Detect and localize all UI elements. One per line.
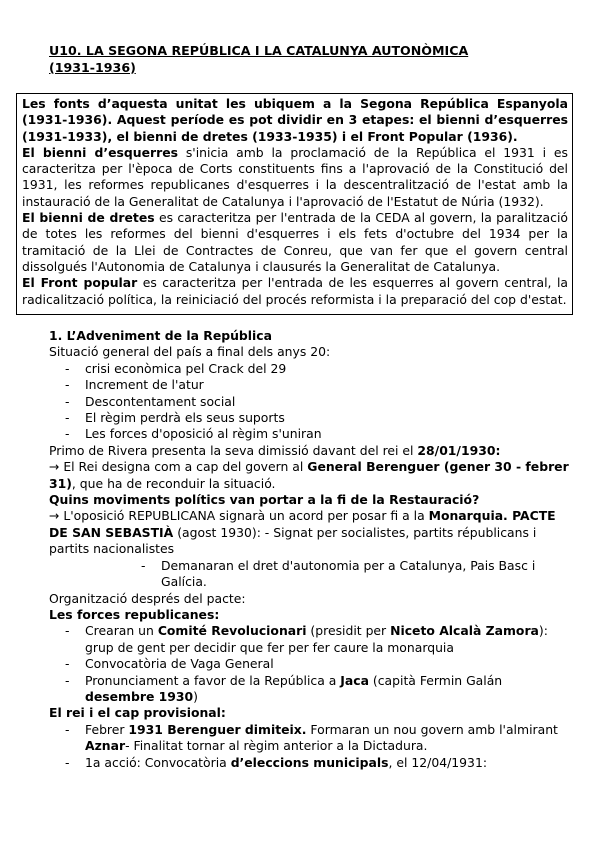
pact-name: PACTE DE SAN SEBASTIÀ — [49, 508, 556, 540]
rep-item1-mid: (presidit per — [306, 623, 391, 639]
popular-front-term: El Front popular — [22, 275, 138, 291]
king-item1-bold: 1931 Berenguer dimiteix. — [128, 721, 307, 737]
king-item1-mid: Formaran un nou govern amb l'almirant — [306, 721, 558, 737]
rep-item3-mid: (capità Fermin Galán — [368, 672, 503, 688]
list-item: - Descontentament social — [49, 394, 569, 410]
unit-title-line1: U10. LA SEGONA REPÚBLICA I LA CATALUNYA AUTONÒMICA — [49, 43, 469, 58]
popular-front-text: es caracteritza per l'entrada de les esquerres al govern central, la radicalització política, la reiniciació del procés reformista i la preparació del cop d'estat. — [22, 275, 568, 307]
primo-date: 28/01/1930: — [417, 442, 501, 458]
unit-title-line2: (1931-1936) — [49, 60, 136, 75]
list-item: - Convocatòria de Vaga General — [49, 656, 569, 672]
rep-item3-post: ) — [193, 688, 198, 704]
king-item2-bold: d’eleccions municipals — [230, 754, 389, 770]
right-biennium-term: El bienni de dretes — [22, 210, 155, 226]
king-item2-post: , el 12/04/1931: — [388, 754, 488, 770]
rep-item3-bold2: desembre 1930 — [85, 688, 194, 704]
berenguer-paragraph — [49, 459, 569, 492]
situation-text: Situació general del país a final dels anys 20: — [49, 344, 331, 360]
berenguer-bold: General Berenguer (gener 30 - febrer 31) — [49, 459, 569, 491]
list-item: - Increment de l'atur — [49, 377, 569, 393]
rep-item1-bold: Comité Revolucionari — [157, 623, 307, 639]
king-item1-bold2: Aznar — [85, 738, 126, 754]
left-biennium-paragraph — [22, 145, 568, 210]
rep-item1-bold2: Niceto Alcalà Zamora — [390, 623, 539, 639]
right-biennium-text: es caracteritza per l'entrada de la CEDA al govern, la paralització de totes les reformes del bienni d'esquerres i els fets d'octubre del 1934 per la tramitació de la Llei de Contractes de Conreu, que van fer que el govern central dissolgués l'Autonomia de Catalunya i clausurés la Generalitat de Catalunya. — [22, 210, 568, 274]
king-item1-post: - Finalitat tornar al règim anterior a la Dictadura. — [125, 738, 428, 754]
primo-paragraph — [49, 443, 569, 459]
pact-monarquia: Monarquia. — [428, 508, 508, 524]
king-heading: El rei i el cap provisional: — [49, 705, 226, 721]
popular-front-paragraph — [22, 275, 568, 308]
question-heading: Quins moviments polítics van portar a la fi de la Restauració? — [49, 492, 480, 508]
list-item: - El règim perdrà els seus suports — [49, 410, 569, 426]
republican-heading: Les forces republicanes: — [49, 606, 220, 622]
pact-pre: → L'oposició REPUBLICANA signarà un acord per posar fi a la — [49, 508, 429, 524]
section-1 — [49, 328, 569, 771]
intro-paragraph: Les fonts d’aquesta unitat les ubiquem a la Segona República Espanyola (1931-1936). Aquest període es pot dividir en 3 etapes: el bienni d’esquerres (1931-1933), el bienni de dretes (1933-1935) i el Front Popular (1936). — [22, 96, 568, 144]
rep-item1-pre: Crearan un — [85, 623, 158, 639]
left-biennium-term: El bienni d’esquerres — [22, 144, 178, 160]
rep-item1-post: ): grup de gent per decidir que fer per fer caure la monarquia — [85, 623, 548, 655]
list-item — [49, 623, 569, 656]
pact-post: (agost 1930): - Signat per socialistes, partits républicans i partits nacionalistes — [49, 524, 537, 557]
organization-text: Organització després del pacte: — [49, 590, 246, 606]
primo-text: Primo de Rivera presenta la seva dimissió davant del rei el — [49, 442, 418, 458]
right-biennium-paragraph — [22, 210, 568, 275]
king-item1-pre: Febrer — [85, 721, 129, 737]
berenguer-pre: → El Rei designa com a cap del govern al — [49, 459, 308, 475]
list-item: - crisi econòmica pel Crack del 29 — [49, 361, 569, 377]
section-heading: 1. L’Adveniment de la República — [49, 328, 272, 343]
rep-item3-pre: Pronunciament a favor de la República a — [85, 672, 341, 688]
king-item2-pre: 1a acció: Convocatòria — [85, 754, 231, 770]
autonomy-item: - Demanaran el dret d'autonomia per a Catalunya, Pais Basc i Galícia. — [49, 558, 569, 591]
list-item — [49, 722, 569, 755]
unit-title — [49, 42, 489, 76]
list-item: - Les forces d'oposició al règim s'uniran — [49, 426, 569, 442]
list-item — [49, 755, 569, 771]
rep-item3-bold: Jaca — [340, 672, 369, 688]
berenguer-post: , que ha de reconduir la situació. — [71, 475, 276, 491]
list-item — [49, 673, 569, 706]
pact-paragraph — [49, 508, 569, 557]
intro-box — [16, 93, 573, 315]
left-biennium-text: s'inicia amb la proclamació de la República el 1931 i es caracteritza per l'època de Corts constituents fins a l'aprovació de la Constitució del 1931, les reformes republicanes d'esquerres i la descentralització de l'estat amb la instauració de la Generalitat de Catalunya i l'aprovació de l'Estatut de Núria (1932). — [22, 144, 568, 209]
